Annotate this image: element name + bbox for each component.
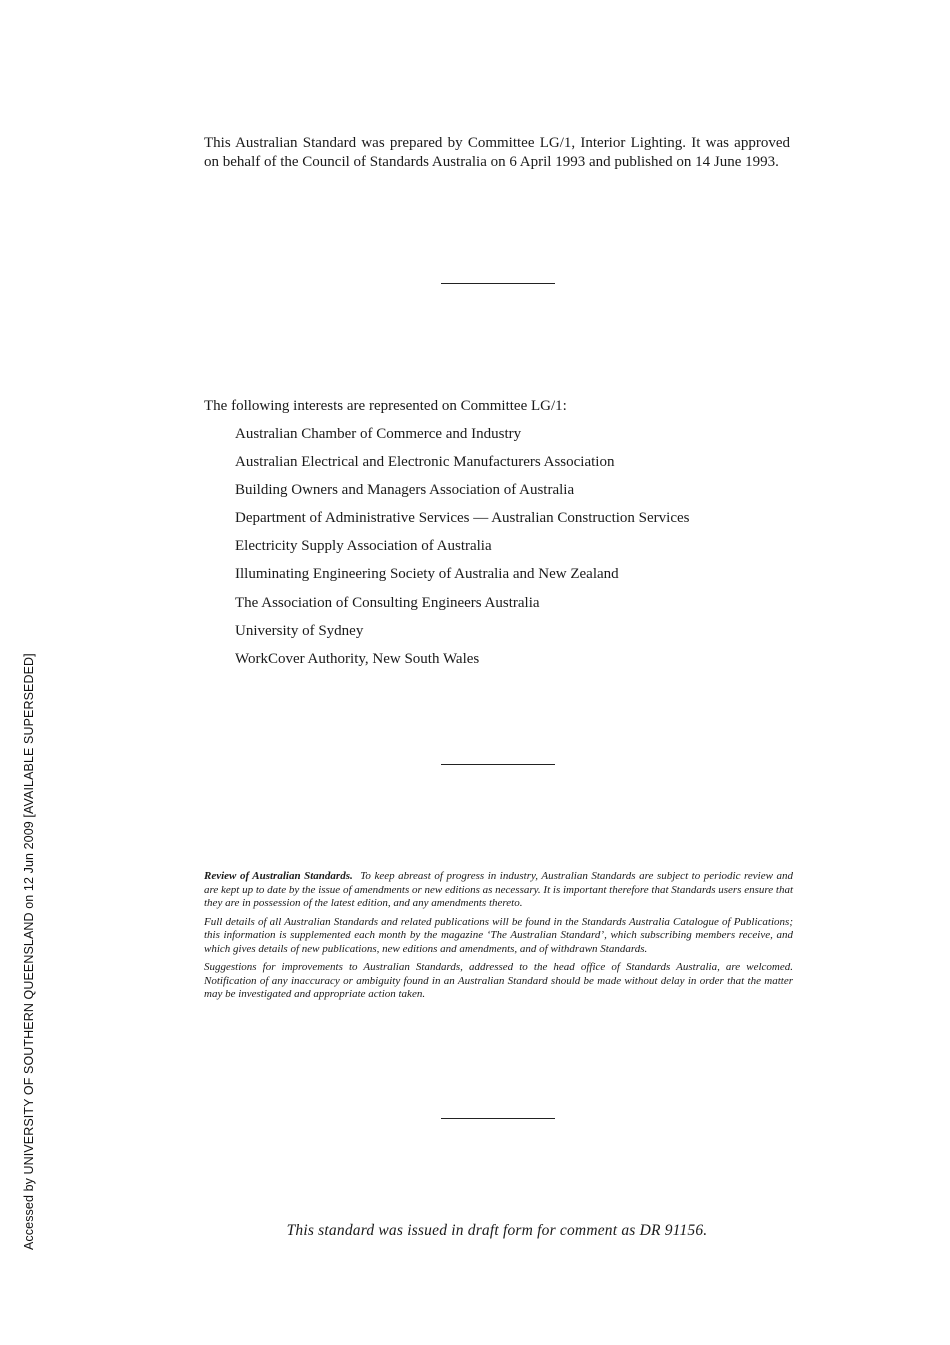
review-paragraph — [204, 870, 793, 911]
review-notice — [204, 870, 793, 1007]
draft-note: This standard was issued in draft form for comment as DR 91156. — [286, 1222, 708, 1239]
interests-list — [235, 425, 690, 678]
review-paragraph: Full details of all Australian Standards and related publications will be found in the Standards Australia Catalogue of Publications; this information is supplemented each month by the magazine ‘The Australian Standard’, which subscribing members receive, and which gives details of new publications, new editions and amendments, and of withdrawn Standards. — [204, 915, 793, 955]
list-item: Building Owners and Managers Association of Australia — [235, 482, 575, 499]
section-divider — [441, 764, 555, 765]
list-item: WorkCover Authority, New South Wales — [235, 650, 480, 667]
list-item: Illuminating Engineering Society of Australia and New Zealand — [235, 566, 619, 583]
approval-statement: This Australian Standard was prepared by Committee LG/1, Interior Lighting. It was approved on behalf of the Council of Standards Australia on 6 April 1993 and published on 14 June 1993. — [204, 135, 790, 170]
list-item: Australian Chamber of Commerce and Industry — [235, 426, 522, 442]
review-heading: Review of Australian Standards. — [204, 870, 353, 882]
section-divider — [441, 1118, 555, 1119]
list-item: Electricity Supply Association of Australia — [235, 538, 492, 555]
review-text: To keep abreast of progress in industry, Australian Standards are subject to periodic review and are kept up to date by the issue of amendments or new editions as necessary. It is important therefore that Standards users ensure that they are in possession of the latest edition, and any amendments thereto. — [204, 870, 793, 909]
interests-intro: The following interests are represented on Committee LG/1: — [204, 398, 567, 414]
review-paragraph: Suggestions for improvements to Australian Standards, addressed to the head office of Standards Australia, are welcomed. Notification of any inaccuracy or ambiguity found in an Australian Standard should be made without delay in order that the matter may be investigated and appropriate action taken. — [204, 961, 793, 1000]
list-item: Department of Administrative Services — Australian Construction Services — [235, 510, 690, 527]
access-watermark: Accessed by UNIVERSITY OF SOUTHERN QUEENSLAND on 12 Jun 2009 [AVAILABLE SUPERSEDED] — [22, 653, 36, 1250]
list-item: Australian Electrical and Electronic Manufacturers Association — [235, 454, 615, 471]
list-item: The Association of Consulting Engineers Australia — [235, 594, 540, 611]
section-divider — [441, 283, 555, 284]
list-item: University of Sydney — [235, 622, 364, 639]
